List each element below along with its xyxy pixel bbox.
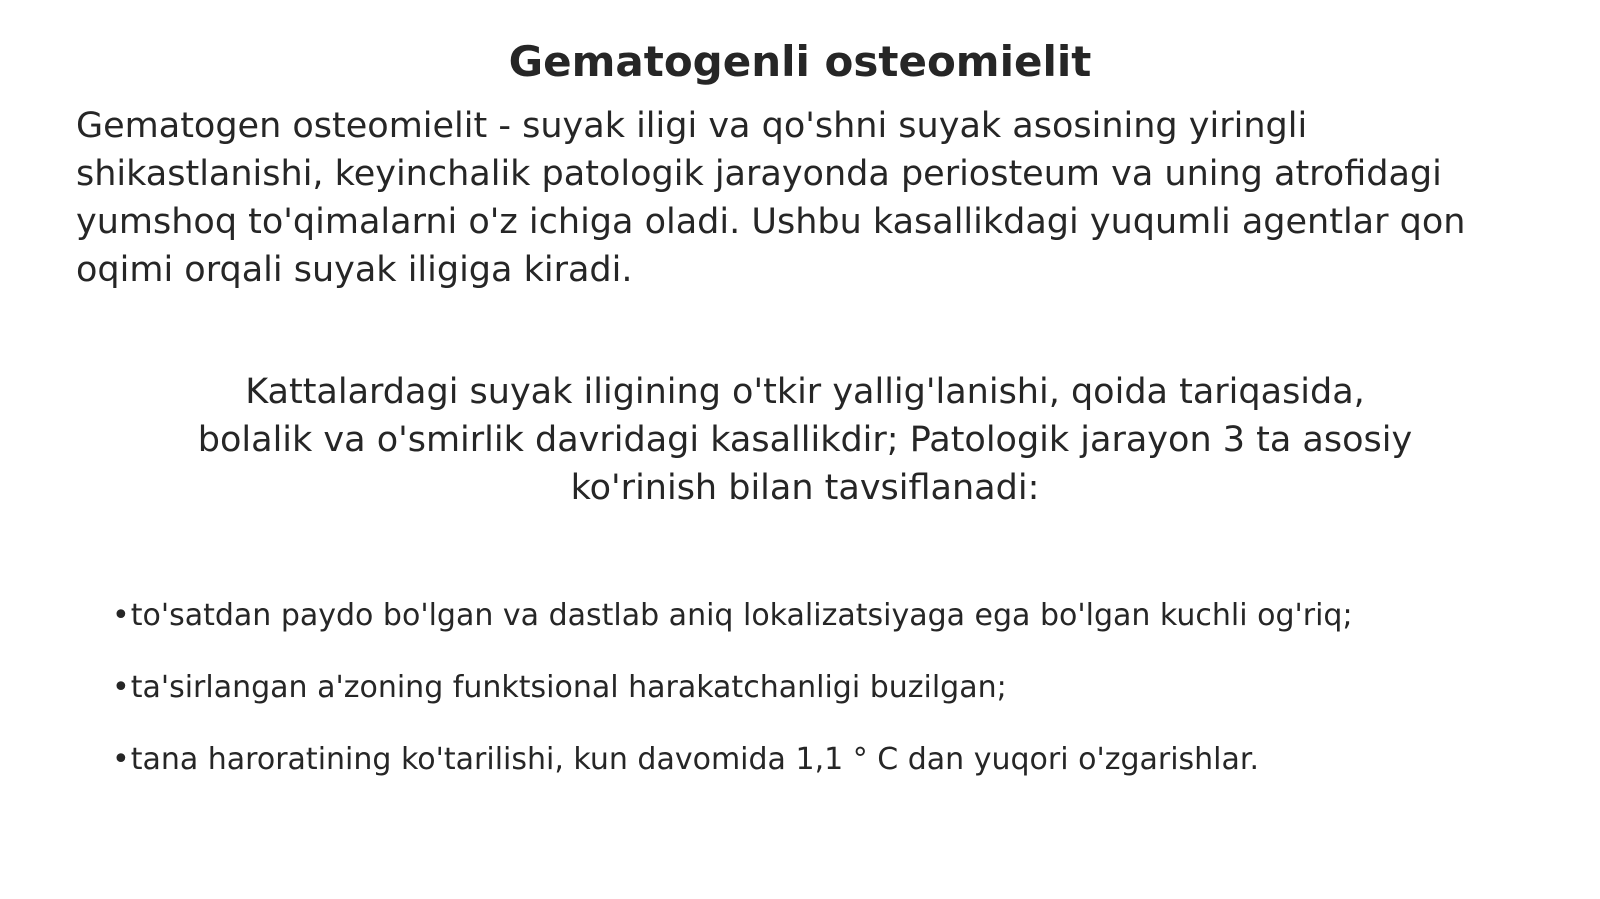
list-item xyxy=(112,596,1532,636)
intro-paragraph: Gematogen osteomielit - suyak iligi va qo'shni suyak asosining yiringli shikastlanishi, keyinchalik patologik jarayonda periosteum va uning atrofidagi yumshoq to'qimalarni o'z ichiga oladi. Ushbu kasallikdagi yuqumli agentlar qon oqimi orqali suyak iligiga kiradi. xyxy=(76,106,1466,290)
list-item xyxy=(112,740,1532,780)
list-item xyxy=(112,668,1532,708)
bullet-list xyxy=(112,596,1532,812)
bullet-mark: • xyxy=(112,598,130,633)
bullet-mark: • xyxy=(112,742,130,777)
bullet-text: to'satdan paydo bo'lgan va dastlab aniq lokalizatsiyaga ega bo'lgan kuchli og'riq; xyxy=(130,598,1353,633)
slide-title: Gematogenli osteomielit xyxy=(508,37,1092,86)
bullet-text: ta'sirlangan a'zoning funktsional harakatchanligi buzilgan; xyxy=(130,670,1007,705)
summary-paragraph: Kattalardagi suyak iligining o'tkir yallig'lanishi, qoida tariqasida, bolalik va o'smirlik davridagi kasallikdir; Patologik jarayon 3 ta asosiy ko'rinish bilan tavsiflanadi: xyxy=(197,372,1413,508)
bullet-mark: • xyxy=(112,670,130,705)
bullet-text: tana haroratining ko'tarilishi, kun davomida 1,1 ° C dan yuqori o'zgarishlar. xyxy=(130,742,1260,777)
